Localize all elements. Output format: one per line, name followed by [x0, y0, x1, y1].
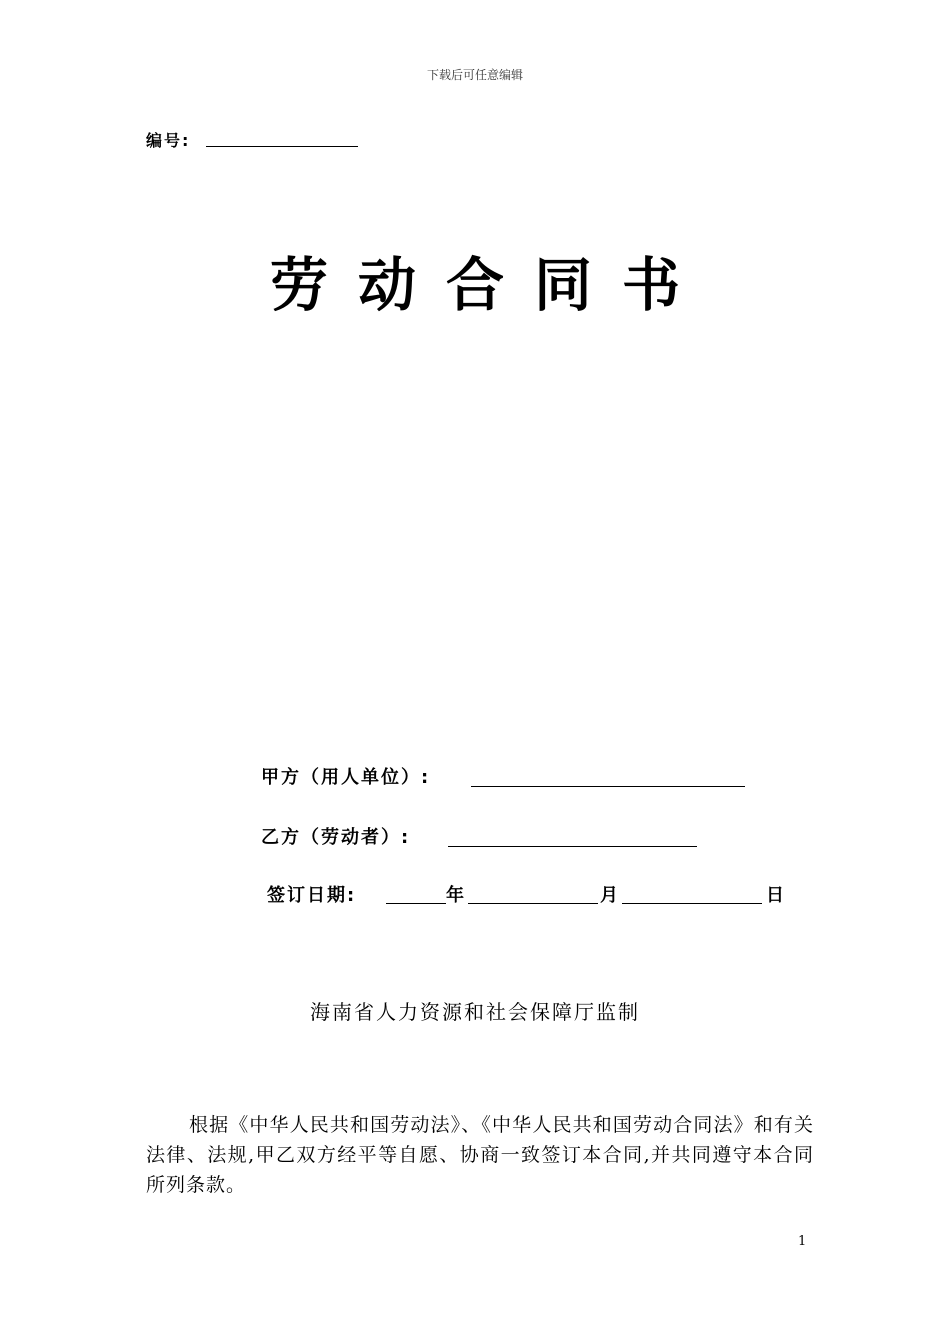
contract-number-blank	[206, 146, 358, 147]
day-blank	[622, 903, 762, 904]
month-label: 月	[600, 885, 620, 906]
month-blank	[468, 903, 598, 904]
supervisor-line: 海南省人力资源和社会保障厅监制	[310, 1000, 640, 1024]
day-label: 日	[766, 885, 786, 906]
header-note: 下载后可任意编辑	[426, 68, 523, 82]
year-blank	[386, 903, 446, 904]
sign-date-label: 签订日期:	[267, 885, 357, 906]
party-b-blank	[448, 846, 697, 847]
party-b-label: 乙方（劳动者）:	[261, 827, 411, 848]
contract-number-label: 编号:	[146, 131, 191, 150]
document-title: 劳动合同书	[269, 251, 710, 319]
intro-paragraph: 根据《中华人民共和国劳动法》、《中华人民共和国劳动合同法》和有关法律、法规,甲乙双方经平等自愿、协商一致签订本合同,并共同遵守本合同所列条款。	[146, 1114, 814, 1196]
year-label: 年	[446, 885, 466, 906]
page-number: 1	[798, 1234, 807, 1249]
party-a-label: 甲方（用人单位）:	[261, 767, 431, 788]
party-a-blank	[471, 786, 745, 787]
